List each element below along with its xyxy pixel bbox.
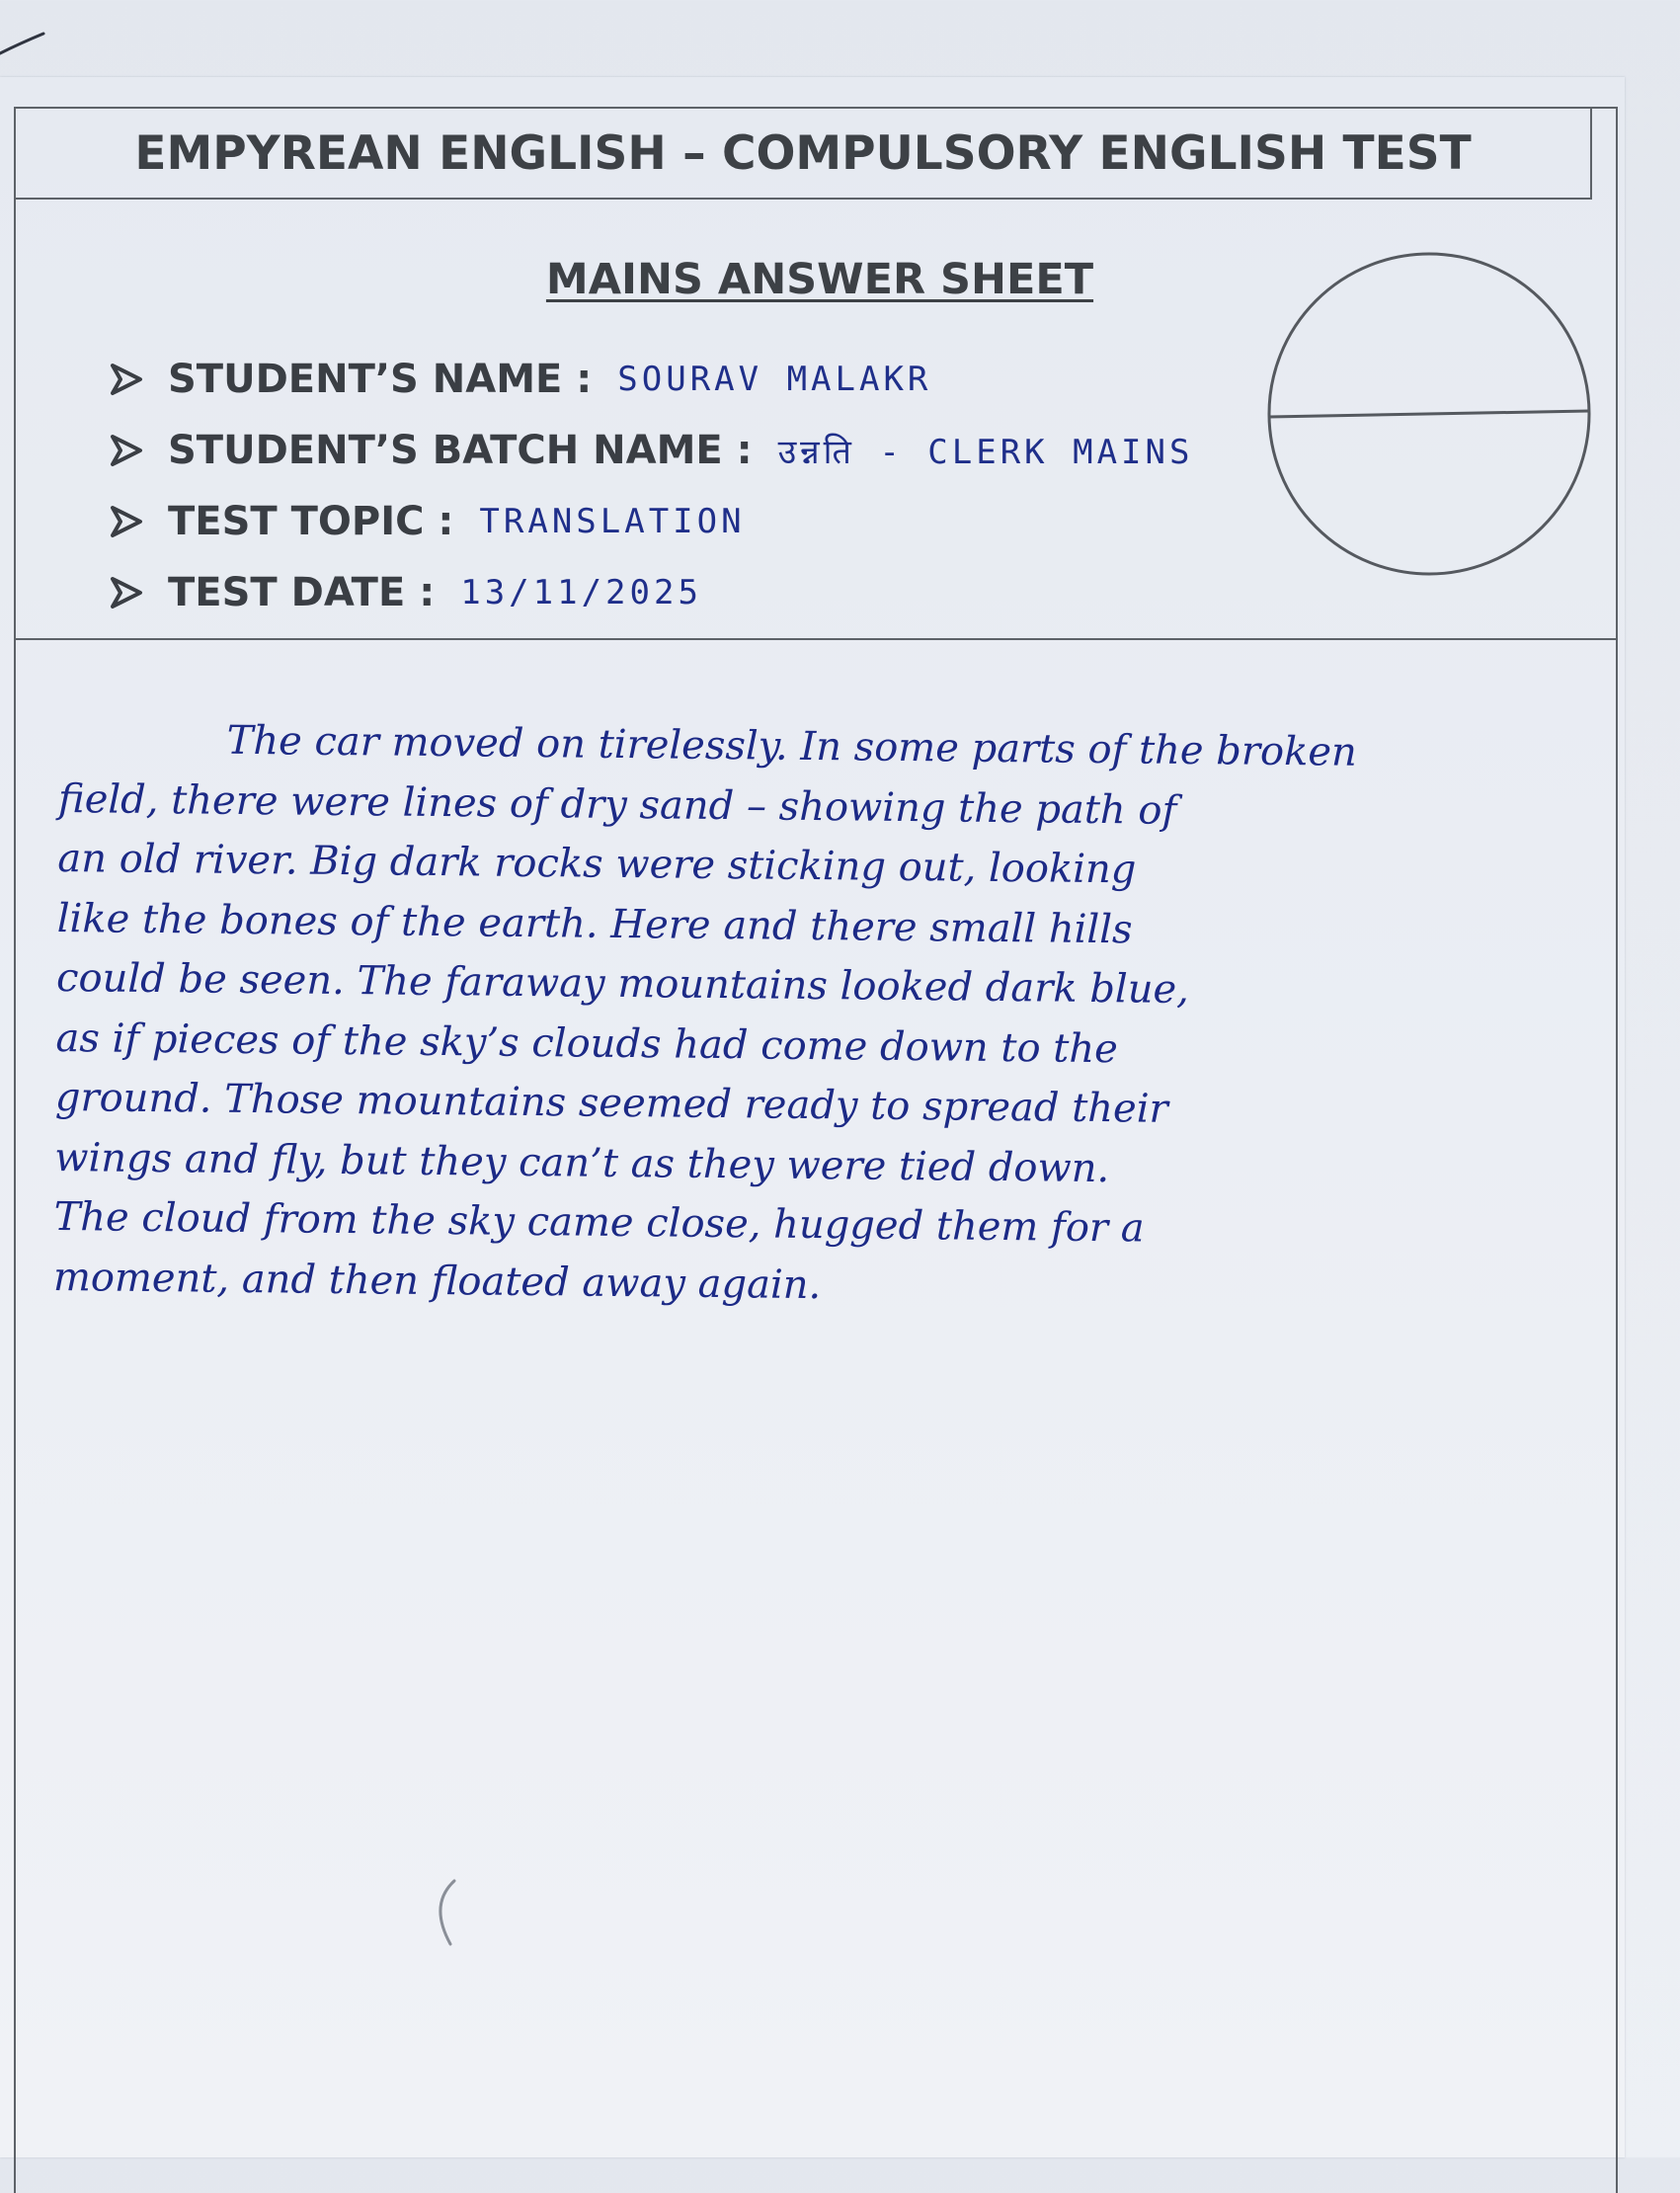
marks-circle-icon — [1266, 251, 1592, 577]
pen-stroke-mark — [0, 30, 45, 59]
answer-line: wings and fly, but they can’t as they were tied down. — [54, 1134, 1110, 1191]
answer-line: as if pieces of the sky’s clouds had come down to the — [55, 1015, 1119, 1072]
answer-line: an old river. Big dark rocks were sticking out, looking — [57, 835, 1137, 893]
arrowhead-bullet-icon — [107, 431, 146, 470]
sheet-title: EMPYREAN ENGLISH – COMPULSORY ENGLISH TEST — [134, 125, 1472, 181]
answer-line: The cloud from the sky came close, hugged them for a — [53, 1193, 1145, 1252]
sheet-subtitle: MAINS ANSWER SHEET — [545, 255, 1094, 304]
answer-line: The car moved on tirelessly. In some parts of the broken — [226, 717, 1358, 775]
test-date-label: TEST DATE : — [168, 570, 436, 615]
batch-name-label: STUDENT’S BATCH NAME : — [168, 428, 753, 473]
header-divider — [14, 638, 1616, 640]
student-name-label: STUDENT’S NAME : — [168, 357, 593, 402]
student-name-value: SOURAV MALAKR — [617, 360, 932, 399]
title-box — [14, 107, 1592, 200]
arrowhead-bullet-icon — [107, 360, 146, 399]
student-details — [107, 344, 1242, 628]
answer-sheet — [0, 77, 1625, 2157]
batch-name-row — [107, 415, 1242, 486]
batch-name-value: उन्नति - CLERK MAINS — [777, 433, 1194, 472]
test-date-value: 13/11/2025 — [460, 573, 702, 612]
answer-line: field, there were lines of dry sand – showing the path of — [57, 775, 1177, 834]
test-topic-row — [107, 486, 1242, 557]
answer-line: could be seen. The faraway mountains looked dark blue, — [55, 954, 1190, 1013]
handwritten-answer — [53, 709, 1580, 1323]
answer-line: ground. Those mountains seemed ready to spread their — [54, 1074, 1168, 1132]
arrowhead-bullet-icon — [107, 573, 146, 612]
test-date-row — [107, 557, 1242, 628]
answer-line: like the bones of the earth. Here and there small hills — [56, 895, 1133, 952]
student-name-row — [107, 344, 1242, 415]
test-topic-value: TRANSLATION — [479, 502, 746, 541]
test-topic-label: TEST TOPIC : — [168, 499, 454, 544]
answer-line: moment, and then floated away again. — [52, 1254, 822, 1308]
stray-pen-mark — [425, 1875, 464, 1954]
arrowhead-bullet-icon — [107, 502, 146, 541]
